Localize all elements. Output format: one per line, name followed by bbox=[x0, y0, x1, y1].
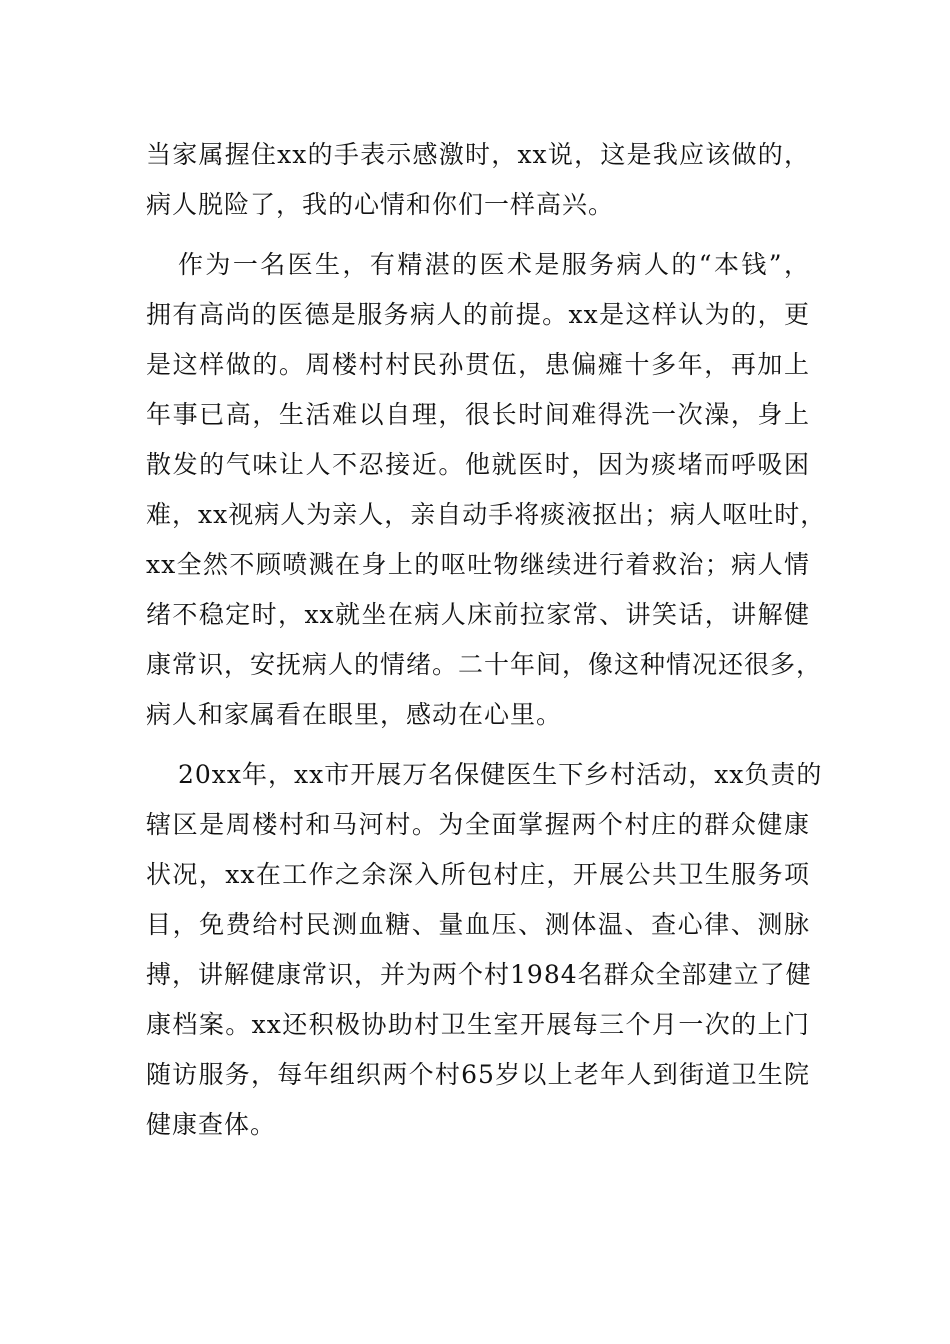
text-line: 散发的气味让人不忍接近。他就医时，因为痰堵而呼吸困 bbox=[146, 450, 810, 479]
text-line: 绪不稳定时，xx就坐在病人床前拉家常、讲笑话，讲解健 bbox=[146, 600, 810, 629]
text-line: 20xx年，xx市开展万名保健医生下乡村活动，xx负责的 bbox=[178, 760, 823, 789]
text-line: 状况，xx在工作之余深入所包村庄，开展公共卫生服务项 bbox=[146, 860, 810, 889]
text-line: 病人脱险了，我的心情和你们一样高兴。 bbox=[146, 190, 615, 219]
text-line: 拥有高尚的医德是服务病人的前提。xx是这样认为的，更 bbox=[146, 300, 810, 329]
paragraph-3 bbox=[146, 750, 823, 1150]
text-line: 辖区是周楼村和马河村。为全面掌握两个村庄的群众健康 bbox=[146, 810, 810, 839]
text-line: 病人和家属看在眼里，感动在心里。 bbox=[146, 700, 563, 729]
paragraph-1 bbox=[146, 130, 810, 230]
text-line: 健康查体。 bbox=[146, 1110, 277, 1139]
text-line: 作为一名医生，有精湛的医术是服务病人的“本钱”， bbox=[178, 250, 810, 279]
text-line: 当家属握住xx的手表示感激时，xx说，这是我应该做的， bbox=[146, 140, 810, 169]
text-line: 难，xx视病人为亲人，亲自动手将痰液抠出；病人呕吐时， bbox=[146, 500, 827, 529]
text-line: 是这样做的。周楼村村民孙贯伍，患偏瘫十多年，再加上 bbox=[146, 350, 810, 379]
text-line: 康档案。xx还积极协助村卫生室开展每三个月一次的上门 bbox=[146, 1010, 810, 1039]
text-line: 年事已高，生活难以自理，很长时间难得洗一次澡，身上 bbox=[146, 400, 810, 429]
paragraph-2 bbox=[146, 240, 827, 740]
text-line: 搏，讲解健康常识，并为两个村1984名群众全部建立了健 bbox=[146, 960, 812, 989]
text-line: xx全然不顾喷溅在身上的呕吐物继续进行着救治；病人情 bbox=[146, 550, 810, 579]
document-body bbox=[146, 130, 827, 1160]
text-line: 目，免费给村民测血糖、量血压、测体温、查心律、测脉 bbox=[146, 910, 810, 939]
text-line: 随访服务，每年组织两个村65岁以上老年人到街道卫生院 bbox=[146, 1060, 810, 1089]
text-line: 康常识，安抚病人的情绪。二十年间，像这种情况还很多， bbox=[146, 650, 823, 679]
